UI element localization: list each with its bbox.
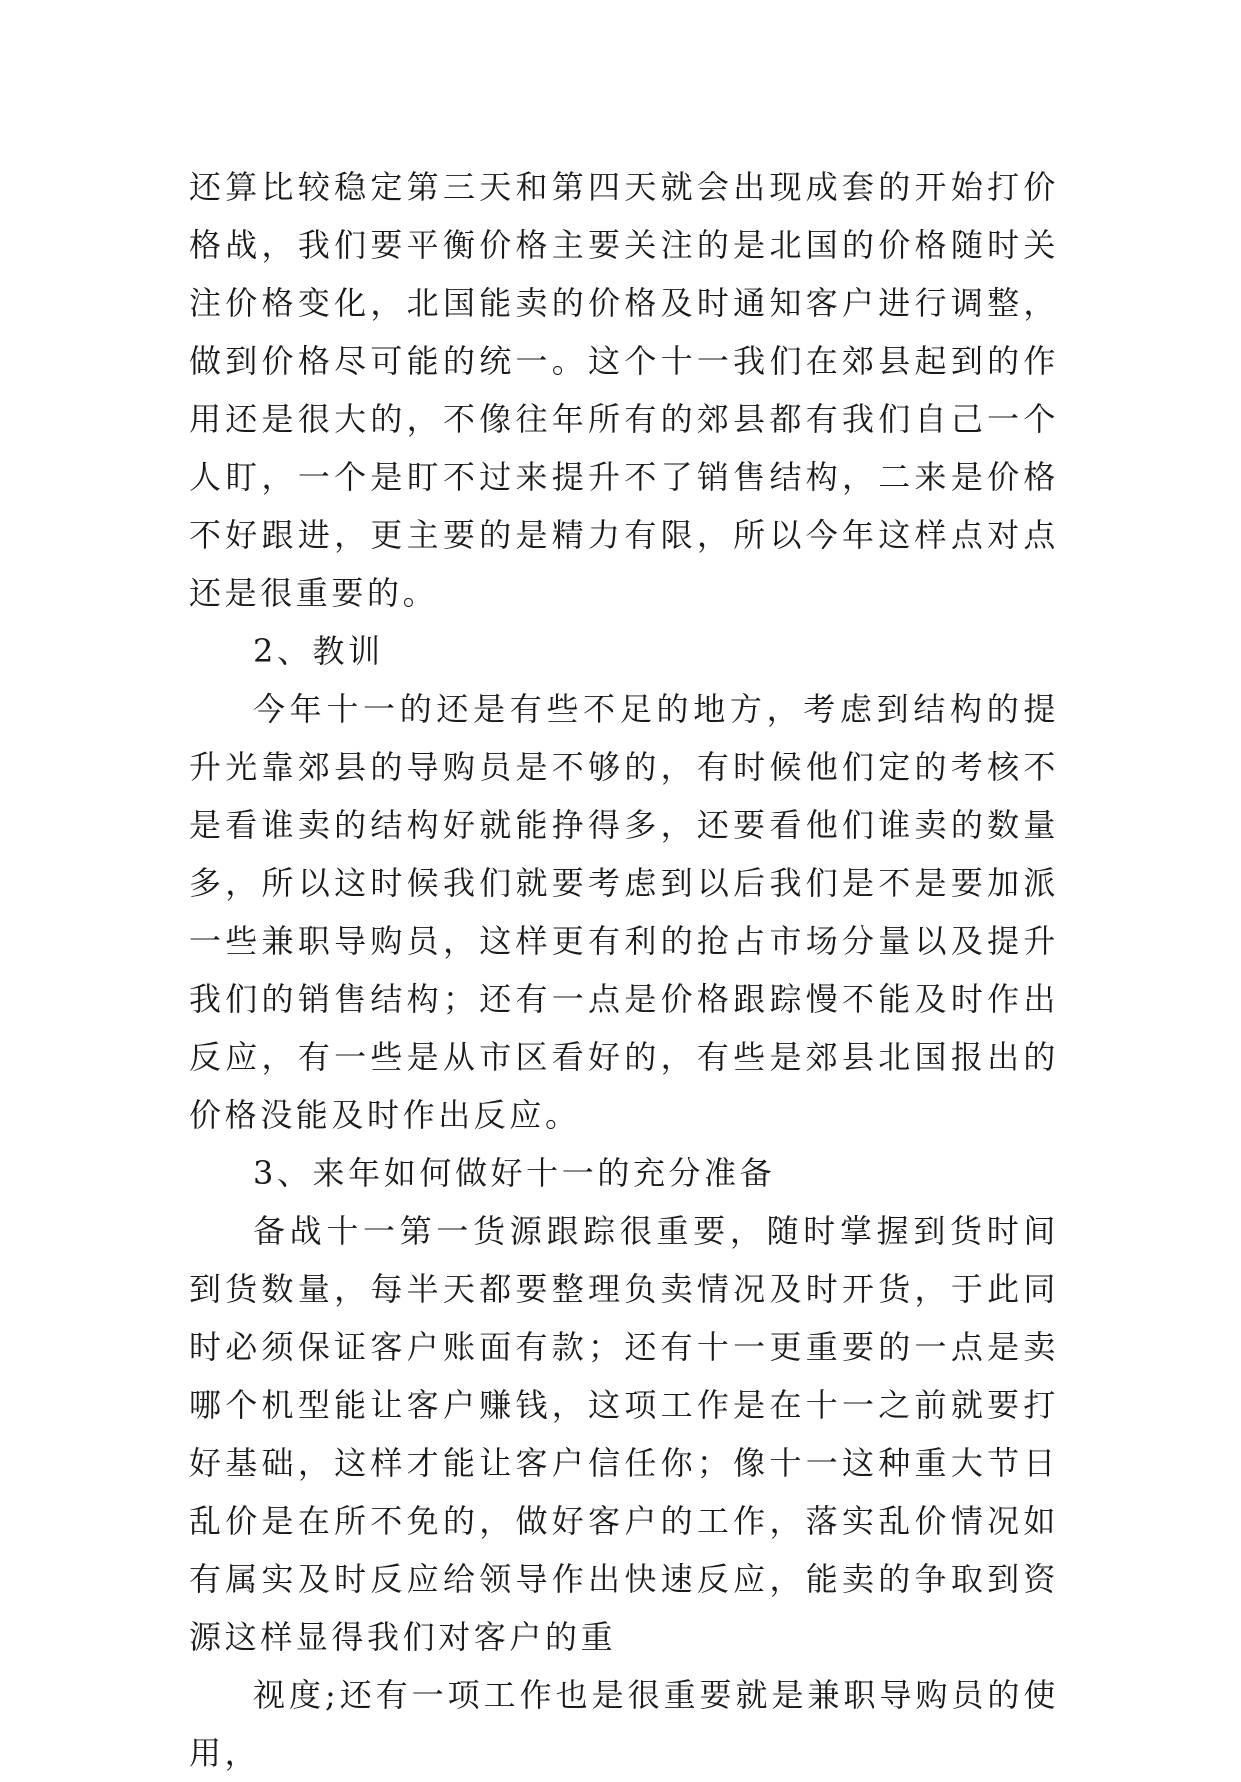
paragraph-part-time-staff: 视度;还有一项工作也是很重要就是兼职导购员的使用， (189, 1676, 1059, 1772)
paragraph-preparation: 备战十一第一货源跟踪很重要，随时掌握到货时间到货数量，每半天都要整理负卖情况及时开货，于此同时必须保证客户账面有款；还有十一更重要的一点是卖哪个机型能让客户赚钱，这项工作是在十一之前就要打好基础，这样才能让客户信任你；像十一这种重大节日乱价是在所不免的，做好客户的工作，落实乱价情况如有属实及时反应给领导作出快速反应，能卖的争取到资源这样显得我们对客户的重 (189, 1212, 1059, 1656)
paragraph-pricing-summary: 还算比较稳定第三天和第四天就会出现成套的开始打价格战，我们要平衡价格主要关注的是北国的价格随时关注价格变化，北国能卖的价格及时通知客户进行调整，做到价格尽可能的统一。这个十一我们在郊县起到的作用还是很大的，不像往年所有的郊县都有我们自己一个人盯，一个是盯不过来提升不了销售结构，二来是价格不好跟进，更主要的是精力有限，所以今年这样点对点还是很重要的。 (189, 168, 1059, 612)
heading-lessons: 2、教训 (253, 632, 384, 670)
paragraph-lessons: 今年十一的还是有些不足的地方，考虑到结构的提升光靠郊县的导购员是不够的，有时候他们定的考核不是看谁卖的结构好就能挣得多，还要看他们谁卖的数量多，所以这时候我们就要考虑到以后我们是不是要加派一些兼职导购员，这样更有利的抢占市场分量以及提升我们的销售结构；还有一点是价格跟踪慢不能及时作出反应，有一些是从市区看好的，有些是郊县北国报出的价格没能及时作出反应。 (189, 690, 1059, 1134)
document-body (189, 158, 1059, 1782)
heading-next-year-preparation: 3、来年如何做好十一的充分准备 (253, 1154, 776, 1192)
